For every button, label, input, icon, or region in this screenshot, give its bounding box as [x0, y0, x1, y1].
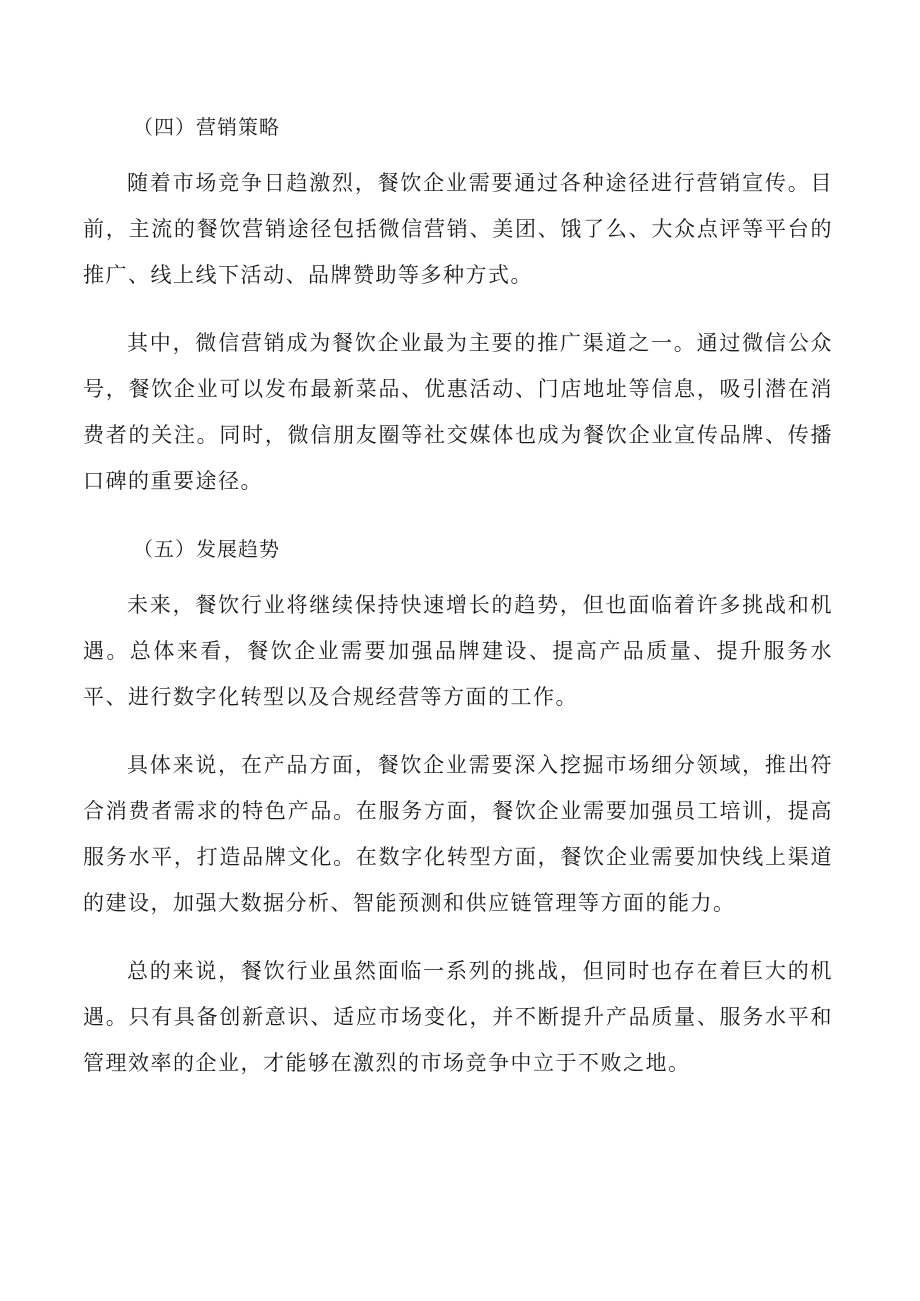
- paragraph: 未来，餐饮行业将继续保持快速增长的趋势，但也面临着许多挑战和机遇。总体来看，餐饮企业需要加强品牌建设、提高产品质量、提升服务水平、进行数字化转型以及合规经营等方面的工作。: [83, 593, 833, 709]
- section-heading-trends: （五）发展趋势: [133, 537, 280, 561]
- paragraph: 具体来说，在产品方面，餐饮企业需要深入挖掘市场细分领域，推出符合消费者需求的特色产品。在服务方面，餐饮企业需要加强员工培训，提高服务水平，打造品牌文化。在数字化转型方面，餐饮企业需要加快线上渠道的建设，加强大数据分析、智能预测和供应链管理等方面的能力。: [83, 753, 833, 915]
- section-heading-marketing: （四）营销策略: [133, 115, 280, 139]
- paragraph: 随着市场竞争日趋激烈，餐饮企业需要通过各种途径进行营销宣传。目前，主流的餐饮营销途径包括微信营销、美团、饿了么、大众点评等平台的推广、线上线下活动、品牌赞助等多种方式。: [83, 171, 833, 287]
- document-body: [83, 104, 833, 1086]
- paragraph: 其中，微信营销成为餐饮企业最为主要的推广渠道之一。通过微信公众号，餐饮企业可以发布最新菜品、优惠活动、门店地址等信息，吸引潜在消费者的关注。同时，微信朋友圈等社交媒体也成为餐饮企业宣传品牌、传播口碑的重要途径。: [83, 331, 833, 493]
- paragraph: 总的来说，餐饮行业虽然面临一系列的挑战，但同时也存在着巨大的机遇。只有具备创新意识、适应市场变化，并不断提升产品质量、服务水平和管理效率的企业，才能够在激烈的市场竞争中立于不败之地。: [83, 959, 833, 1075]
